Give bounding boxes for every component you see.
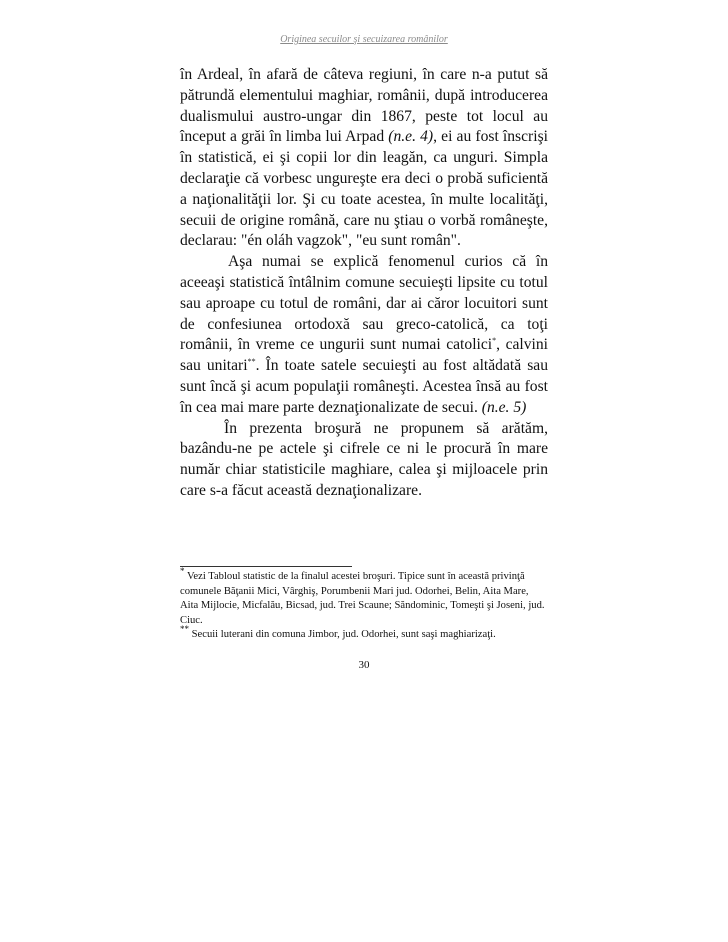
main-text: [180, 65, 548, 502]
paragraph-1: [180, 65, 548, 252]
footnote-1-mark: *: [180, 566, 185, 576]
paragraph-2-text-c: . În toate satele secuieşti au fost altădată sau sunt încă şi acum populaţii româneşti. Acestea însă au fost în cea mai mare parte deznaţionalizate de secui.: [180, 357, 548, 416]
footnote-2-text: Secuii luterani din comuna Jimbor, jud. Odorhei, sunt saşi maghiarizaţi.: [189, 629, 496, 640]
paragraph-2-text-a: Aşa numai se explică fenomenul curios că în aceeaşi statistică întâlnim comune secuieşti lipsite cu totul sau aproape cu totul de români, dar ai căror locuitori sunt de confesiunea ortodoxă sau greco-catolică, ca toţi românii, în vreme ce ungurii sunt numai catolici: [180, 253, 548, 354]
footnote-1-text: Vezi Tabloul statistic de la finalul acestei broşuri. Tipice sunt în această privinţă comunele Băţanii Mici, Vârghiş, Porumbenii Mari jud. Odorhei, Belin, Aita Mare, Aita Mijlocie, Micfalău, Bicsad, jud. Trei Scaune; Săndominic, Tomeşti şi Joseni, jud. Ciuc.: [180, 571, 545, 626]
running-header: Originea secuilor şi secuizarea românilor: [280, 34, 448, 45]
footnote-1: [180, 566, 548, 628]
footnote-mark-1: *: [492, 336, 497, 346]
page-number: 30: [358, 659, 370, 671]
footnote-separator: [180, 566, 352, 567]
footnote-2-mark: **: [180, 624, 189, 634]
paragraph-3: În prezenta broşură ne propunem să arătăm, bazându-ne pe actele şi cifrele ce ni le procură în mare număr chiar statisticile maghiare, calea şi mijloacele prin care s-a făcut această deznaţionalizare.: [180, 419, 548, 499]
footnote-mark-2: **: [247, 357, 256, 367]
footnote-2: [180, 624, 548, 643]
footnotes: [180, 566, 548, 643]
paragraph-1-text-a: în Ardeal, în afară de câteva regiuni, în care n-a putut să pătrundă elementului maghiar, românii, după introducerea dualismului austro-ungar din 1867, peste tot locul au început a grăi în limba lui Arpad: [180, 66, 548, 146]
paragraph-2: [180, 252, 548, 418]
paragraph-2-text-b: , calvini sau unitari: [180, 336, 549, 375]
editor-note-ref: (n.e. 5): [481, 398, 527, 416]
paragraph-1-text-b: , ei au fost înscrişi în statistică, ei şi copii lor din leagăn, ca unguri. Simpla declaraţie că vorbesc ungureşte era deci o probă suficientă a naţionalităţii lor. Şi cu toate acestea, în multe localităţi, secuii de origine română, care nu ştiau o vorbă româneşte, declarau: "én oláh vagzok", "eu sunt român".: [180, 128, 548, 250]
editor-note-ref: (n.e. 4): [388, 128, 434, 146]
